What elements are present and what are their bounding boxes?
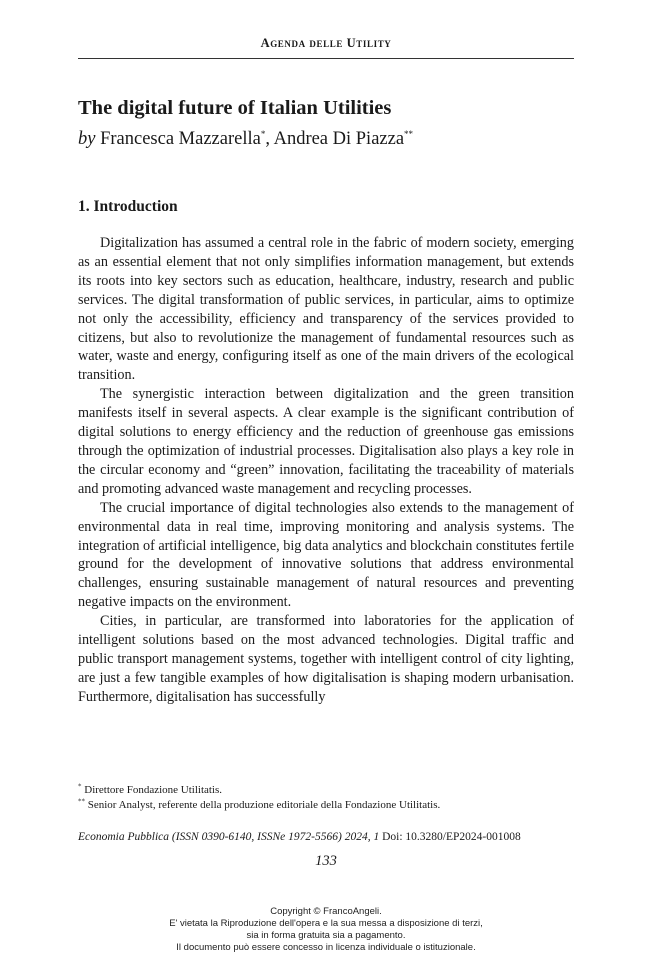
footnote-mark: *	[78, 782, 82, 791]
footnote	[78, 798, 574, 813]
copyright-line: Copyright © FrancoAngeli.	[270, 906, 382, 917]
body-text	[78, 234, 574, 707]
footnote-text: Direttore Fondazione Utilitatis.	[84, 784, 223, 796]
article-title: The digital future of Italian Utilities	[78, 97, 392, 119]
author-footnote-mark: **	[404, 128, 414, 139]
byline-by: by	[78, 129, 96, 149]
journal-citation: Economia Pubblica (ISSN 0390-6140, ISSNe 1972-5566) 2024, 1	[78, 831, 380, 843]
header-rule	[78, 58, 574, 59]
footnote	[78, 783, 574, 798]
paragraph: Cities, in particular, are transformed into laboratories for the application of intelligent solutions based on the most advanced technologies. Digital traffic and public transport management systems, together with intelligent control of city lighting, are just a few tangible examples of how digitalisation is shaping modern urbanisation. Furthermore, digitalisation has successfully	[78, 613, 574, 705]
section-heading: 1. Introduction	[78, 198, 178, 215]
author-name: Francesca Mazzarella	[100, 129, 261, 149]
author-name: Andrea Di Piazza	[273, 129, 405, 149]
footnotes	[78, 783, 574, 813]
copyright-notice	[78, 906, 574, 954]
doi: Doi: 10.3280/EP2024-001008	[382, 831, 521, 843]
paragraph: Digitalization has assumed a central role in the fabric of modern society, emerging as an essential element that not only simplifies information management, but extends its roots into key sectors such as education, healthcare, industry, research and public services. The digital transformation of public services, in particular, aims to optimize not only the accessibility, efficiency and transparency of the services provided to citizens, but also to revolutionize the management of fundamental resources such as water, waste and energy, configuring itself as one of the main drivers of the ecological transition.	[78, 235, 574, 384]
paragraph: The crucial importance of digital technologies also extends to the management of environmental data in real time, improving monitoring and analysis systems. The integration of artificial intelligence, big data analytics and blockchain constitutes fertile ground for the development of innovative solutions that address environmental challenges, ensuring sustainable management of natural resources and preventing negative impacts on the environment.	[78, 499, 574, 611]
running-head: Agenda delle Utility	[260, 36, 392, 50]
footnote-mark: **	[78, 797, 85, 806]
copyright-line: E' vietata la Riproduzione dell'opera e la sua messa a disposizione di terzi,	[169, 918, 483, 929]
journal-citation-line	[78, 830, 574, 845]
byline	[78, 126, 574, 152]
author-footnote-mark: *	[260, 128, 266, 139]
footnote-text: Senior Analyst, referente della produzione editoriale della Fondazione Utilitatis.	[87, 799, 441, 811]
paragraph: The synergistic interaction between digitalization and the green transition manifests itself in several aspects. A clear example is the significant contribution of digital solutions to energy efficiency and the reduction of greenhouse gas emissions through the optimization of industrial processes. Digitalisation also plays a key role in the circular economy and “green” innovation, facilitating the traceability of materials and promoting advanced waste management and recycling processes.	[78, 386, 574, 497]
copyright-line: sia in forma gratuita sia a pagamento.	[246, 930, 406, 941]
copyright-line: Il documento può essere concesso in licenza individuale o istituzionale.	[176, 942, 476, 953]
author-separator: ,	[265, 129, 270, 149]
page-number: 133	[315, 853, 337, 869]
